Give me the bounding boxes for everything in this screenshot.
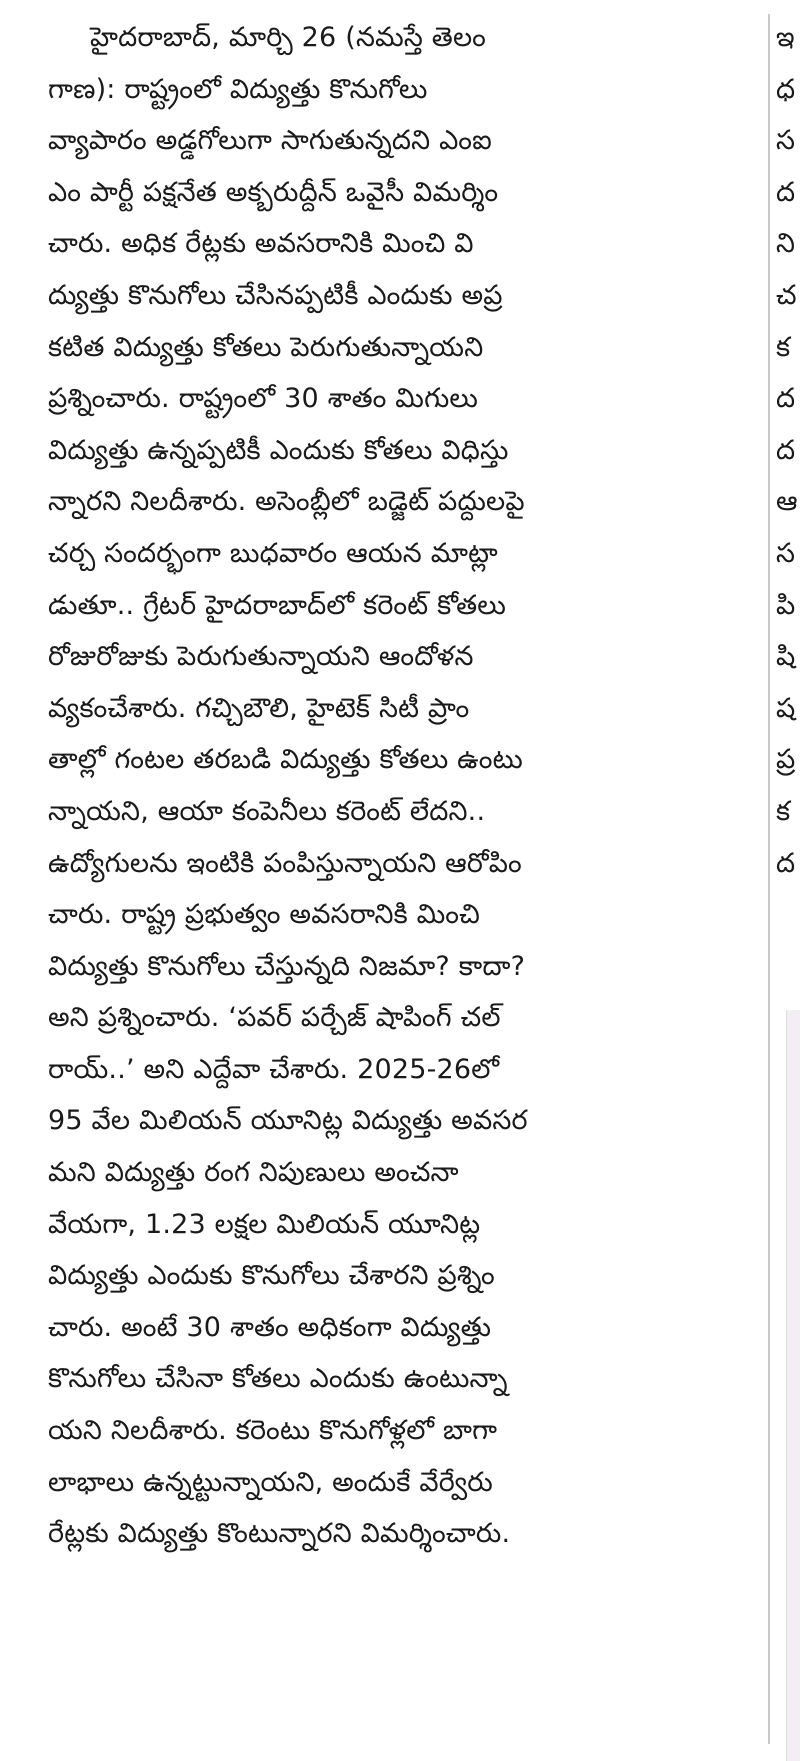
article-line: యని నిలదీశారు. కరెంటు కొనుగోళ్లలో బాగా [48,1415,498,1447]
adjacent-column-fragment: స [776,125,795,157]
adjacent-shaded-box [786,1010,800,1761]
adjacent-column-fragment: ద [776,847,796,879]
article-line: కొనుగోలు చేసినా కోతలు ఎందుకు ఉంటున్నా [48,1363,508,1395]
article-line: విద్యుత్తు కొనుగోలు చేస్తున్నది నిజమా? కాదా? [48,950,526,982]
article-line: కటిత విద్యుత్తు కోతలు పెరుగుతున్నాయని [48,331,484,363]
adjacent-column-fragment: షి [776,641,796,673]
article-line: 95 వేల మిలియన్ యూనిట్ల విద్యుత్తు అవసర [48,1105,528,1137]
adjacent-column-fragment: చ [776,279,797,311]
adjacent-column-fragment: ద [776,176,796,208]
adjacent-column-fragment: పి [776,589,796,621]
article-line: చారు. అంటే 30 శాతం అధికంగా విద్యుత్తు [48,1311,492,1343]
article-line: ఎం పార్టీ పక్షనేత అక్బరుద్దీన్ ఒవైసీ విమర్శిం [48,176,499,208]
article-line: డుతూ.. గ్రేటర్ హైదరాబాద్‌లో కరెంట్ కోతలు [48,589,506,621]
adjacent-column-fragment: ధ [776,73,796,105]
article-line: విద్యుత్తు ఉన్నప్పటికీ ఎందుకు కోతలు విధిస్తు [48,434,509,466]
article-line: విద్యుత్తు ఎందుకు కొనుగోలు చేశారని ప్రశ్నిం [48,1260,495,1292]
article-line: ద్యుత్తు కొనుగోలు చేసినప్పటికీ ఎందుకు అప్ర [48,279,503,311]
adjacent-column-fragment: ద [776,383,796,415]
article-line: రోజురోజుకు పెరుగుతున్నాయని ఆందోళన [48,641,474,673]
article-line: అని ప్రశ్నించారు. ‘పవర్ పర్చేజ్ షాపింగ్ చల్ [48,1002,501,1034]
article-line: చర్చ సందర్భంగా బుధవారం ఆయన మాట్లా [48,537,498,569]
article-line: వ్యాపారం అడ్డగోలుగా సాగుతున్నదని ఎంఐ [48,125,492,157]
article-line: లాభాలు ఉన్నట్టున్నాయని, అందుకే వేర్వేరు [48,1466,493,1498]
adjacent-column-fragment: ని [776,228,795,260]
article-line: వేయగా, 1.23 లక్షల మిలియన్ యూనిట్ల [48,1208,481,1240]
article-line: ప్రశ్నించారు. రాష్ట్రంలో 30 శాతం మిగులు [48,383,479,415]
article-line: న్నారని నిలదీశారు. అసెంబ్లీలో బడ్జెట్ పద్దులపై [48,486,525,518]
adjacent-column-fragment: స [776,537,795,569]
article-line: గాణ): రాష్ట్రంలో విద్యుత్తు కొనుగోలు [48,73,428,105]
article-line: ఉద్యోగులను ఇంటికి పంపిస్తున్నాయని ఆరోపిం [48,847,522,879]
article-line: తాల్లో గంటల తరబడి విద్యుత్తు కోతలు ఉంటు [48,744,523,776]
article-line: రేట్లకు విద్యుత్తు కొంటున్నారని విమర్శించారు. [48,1518,511,1550]
article-line: చారు. అధిక రేట్లకు అవసరానికి మించి వి [48,228,474,260]
article-line: మని విద్యుత్తు రంగ నిపుణులు అంచనా [48,1157,459,1189]
adjacent-column-fragment: క [776,331,791,363]
adjacent-column-fragment: ఆ [776,486,798,518]
article-line: చారు. రాష్ట్ర ప్రభుత్వం అవసరానికి మించి [48,899,481,931]
adjacent-column-fragment: ఇ [776,22,795,53]
adjacent-column-fragment: ష [776,692,796,724]
article-line: రాయ్..’ అని ఎద్దేవా చేశారు. 2025-26లో [48,1053,500,1085]
article-line: న్నాయని, ఆయా కంపెనీలు కరెంట్ లేదని.. [48,795,486,827]
article-column [48,12,748,1560]
adjacent-column-fragment: ద [776,434,796,466]
adjacent-column-fragments [776,12,800,889]
article-line: వ్యకంచేశారు. గచ్చిబౌలి, హైటెక్ సిటీ ప్రాం [48,692,470,724]
article-line: హైదరాబాద్, మార్చి 26 (నమస్తే తెలం [90,22,487,53]
column-divider [768,14,770,1744]
adjacent-column-fragment: ప్ర [776,744,796,776]
adjacent-column-fragment: క [776,795,791,827]
